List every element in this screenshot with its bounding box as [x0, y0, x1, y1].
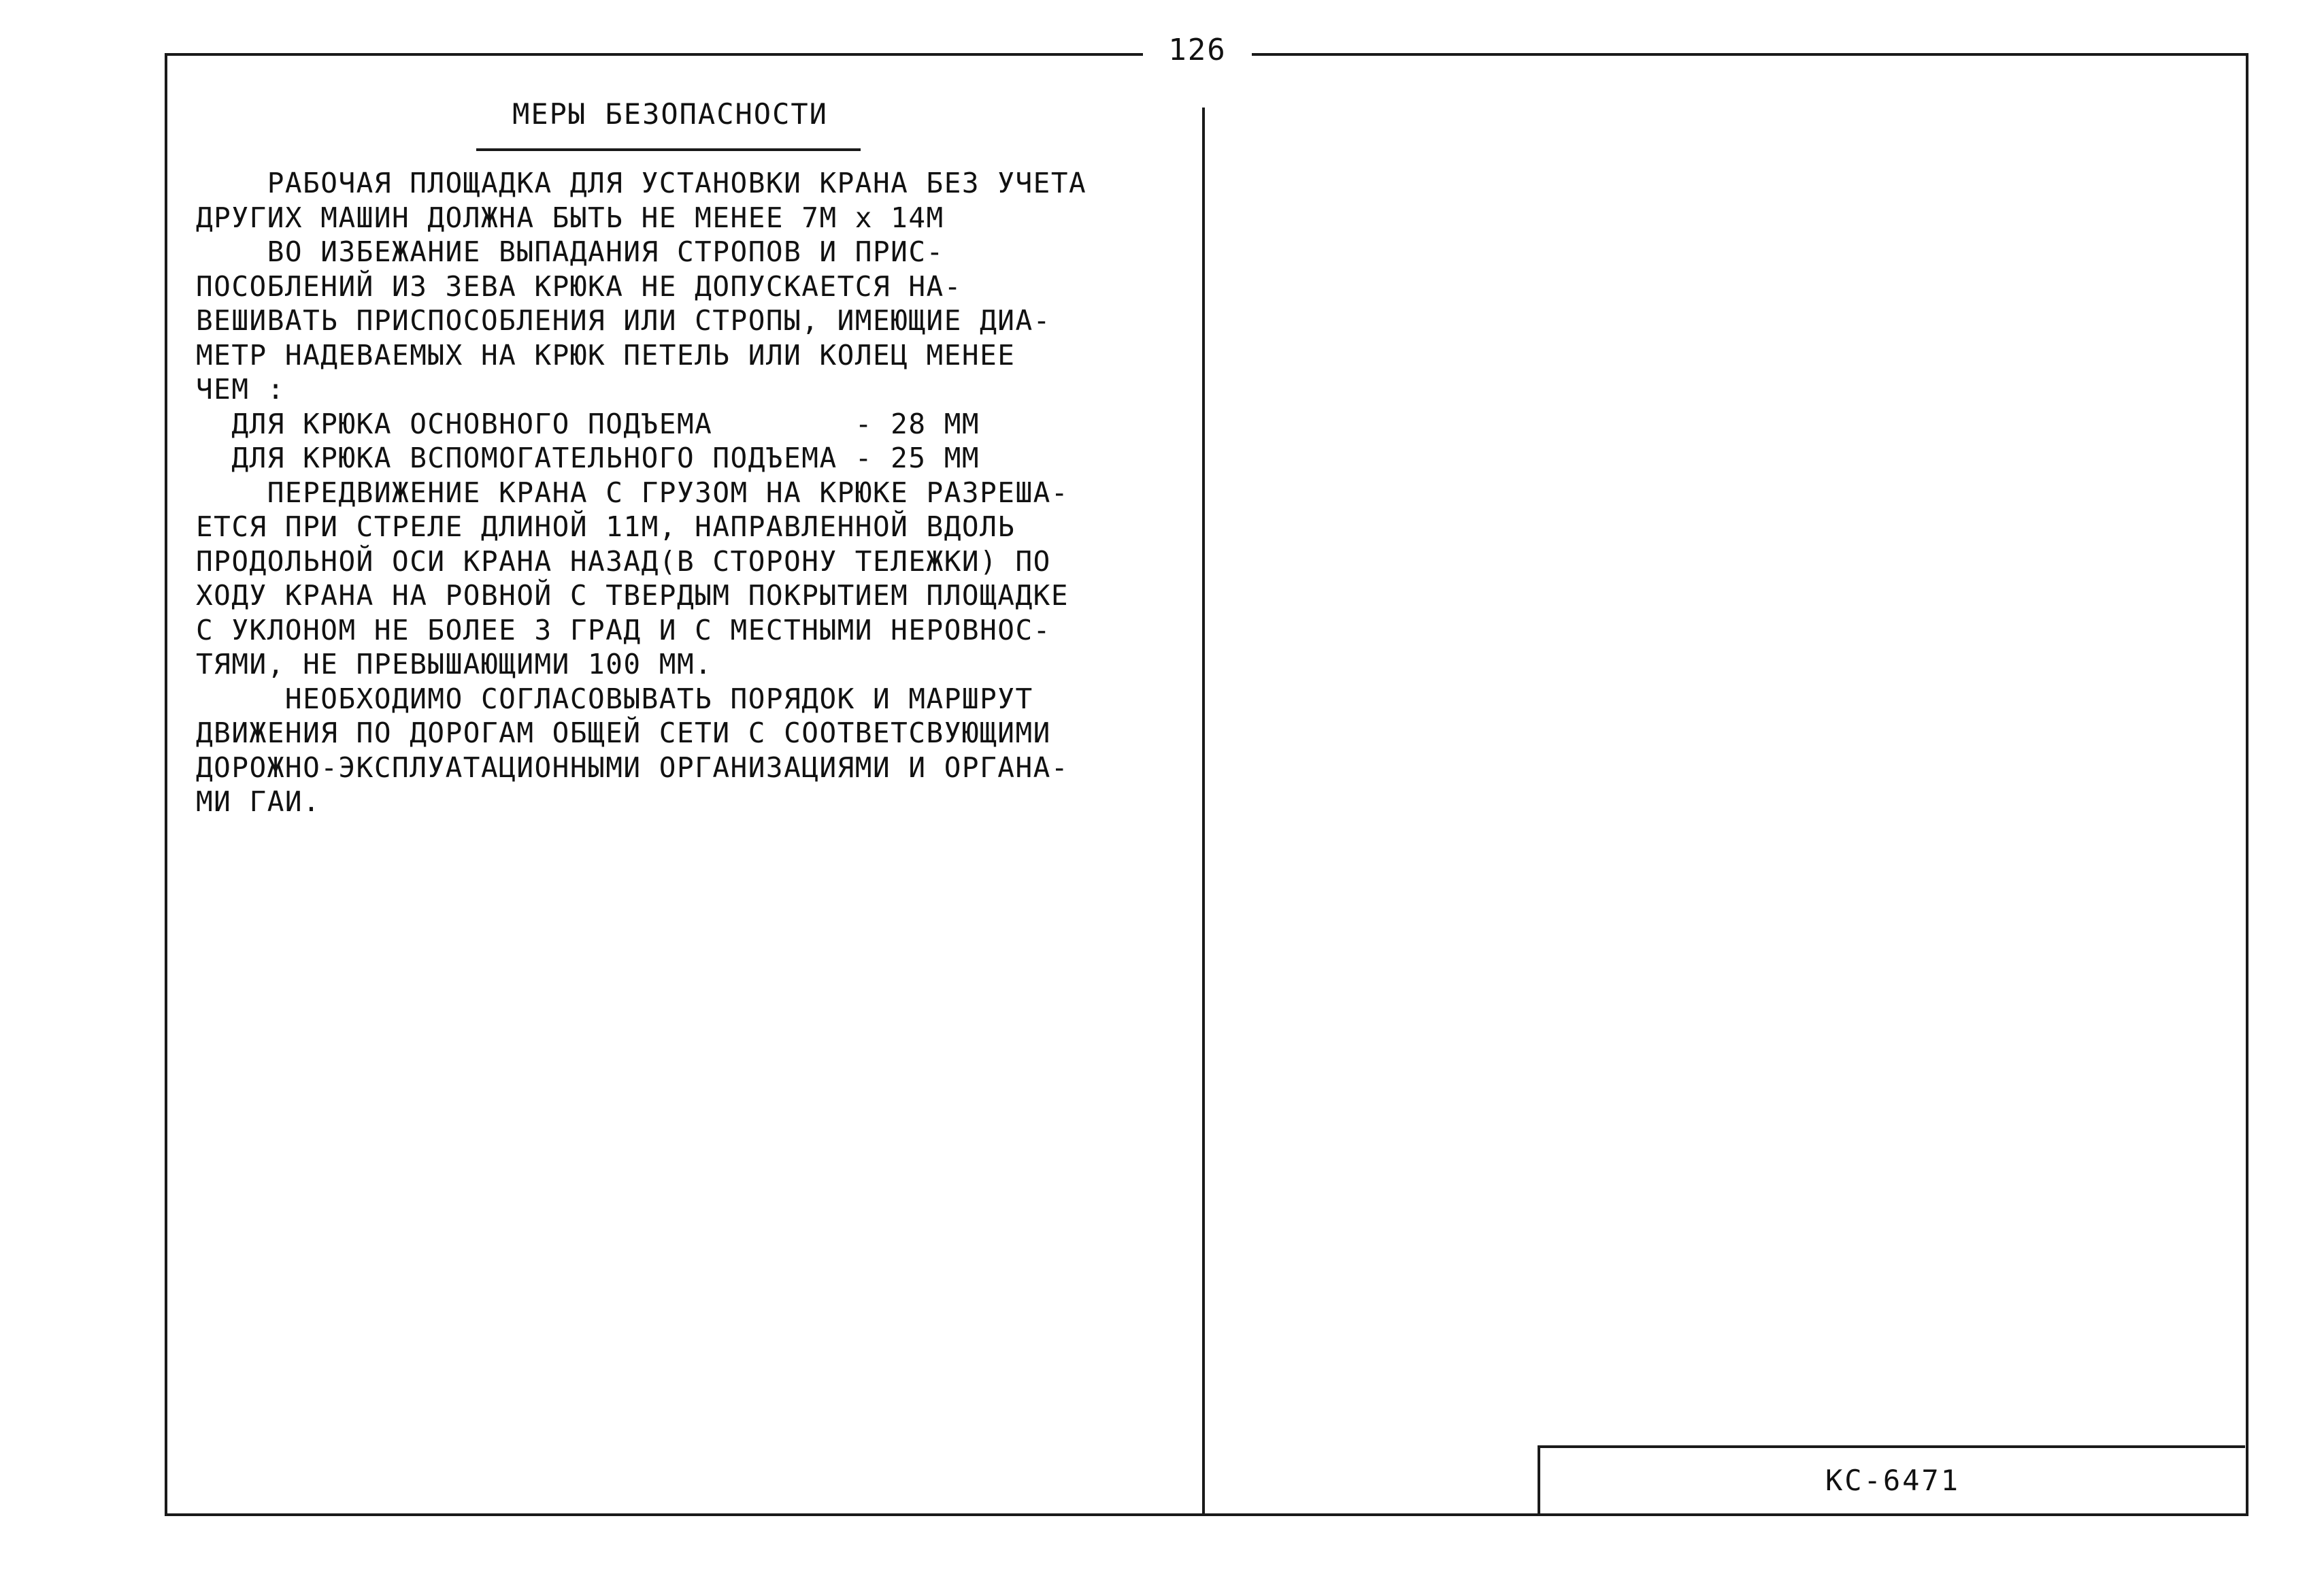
body-line: ДЛЯ КРЮКА ОСНОВНОГО ПОДЪЕМА - 28 ММ — [196, 407, 980, 440]
heading-underline — [476, 148, 861, 151]
body-line: НЕОБХОДИМО СОГЛАСОВЫВАТЬ ПОРЯДОК И МАРШРУТ — [196, 682, 1033, 715]
body-line: С УКЛОНОМ НЕ БОЛЕЕ 3 ГРАД И С МЕСТНЫМИ НЕРОВНОС- — [196, 613, 1051, 646]
body-line: ЕТСЯ ПРИ СТРЕЛЕ ДЛИНОЙ 11М, НАПРАВЛЕННОЙ ВДОЛЬ — [196, 510, 1016, 543]
title-block — [1538, 1445, 2245, 1516]
body-line: МИ ГАИ. — [196, 785, 321, 818]
body-text — [196, 166, 1203, 819]
body-line: ПОСОБЛЕНИЙ ИЗ ЗЕВА КРЮКА НЕ ДОПУСКАЕТСЯ НА- — [196, 269, 962, 303]
body-line: ВЕШИВАТЬ ПРИСПОСОБЛЕНИЯ ИЛИ СТРОПЫ, ИМЕЮЩИЕ ДИА- — [196, 304, 1051, 337]
body-line: ТЯМИ, НЕ ПРЕВЫШАЮЩИМИ 100 ММ. — [196, 648, 713, 680]
body-line: ЧЕМ : — [196, 373, 285, 406]
body-line: ПЕРЕДВИЖЕНИЕ КРАНА С ГРУЗОМ НА КРЮКЕ РАЗРЕША- — [196, 476, 1069, 509]
body-line: ВО ИЗБЕЖАНИЕ ВЫПАДАНИЯ СТРОПОВ И ПРИС- — [196, 235, 944, 268]
body-line: ПРОДОЛЬНОЙ ОСИ КРАНА НАЗАД(В СТОРОНУ ТЕЛЕЖКИ) ПО — [196, 544, 1051, 578]
body-line: МЕТР НАДЕВАЕМЫХ НА КРЮК ПЕТЕЛЬ ИЛИ КОЛЕЦ МЕНЕЕ — [196, 338, 1016, 372]
body-line: ДОРОЖНО-ЭКСПЛУАТАЦИОННЫМИ ОРГАНИЗАЦИЯМИ И ОРГАНА- — [196, 751, 1069, 784]
document-code: КС-6471 — [1825, 1464, 1960, 1497]
body-line: ХОДУ КРАНА НА РОВНОЙ С ТВЕРДЫМ ПОКРЫТИЕМ ПЛОЩАДКЕ — [196, 579, 1069, 612]
body-line: ДВИЖЕНИЯ ПО ДОРОГАМ ОБЩЕЙ СЕТИ С СООТВЕТСВУЮЩИМИ — [196, 717, 1051, 749]
page-number: 126 — [1143, 30, 1252, 71]
body-line: ДРУГИХ МАШИН ДОЛЖНА БЫТЬ НЕ МЕНЕЕ 7М х 14М — [196, 201, 944, 234]
section-heading: МЕРЫ БЕЗОПАСНОСТИ — [512, 97, 828, 131]
body-line: ДЛЯ КРЮКА ВСПОМОГАТЕЛЬНОГО ПОДЪЕМА - 25 ММ — [196, 442, 980, 474]
body-line: РАБОЧАЯ ПЛОЩАДКА ДЛЯ УСТАНОВКИ КРАНА БЕЗ УЧЕТА — [196, 167, 1087, 199]
